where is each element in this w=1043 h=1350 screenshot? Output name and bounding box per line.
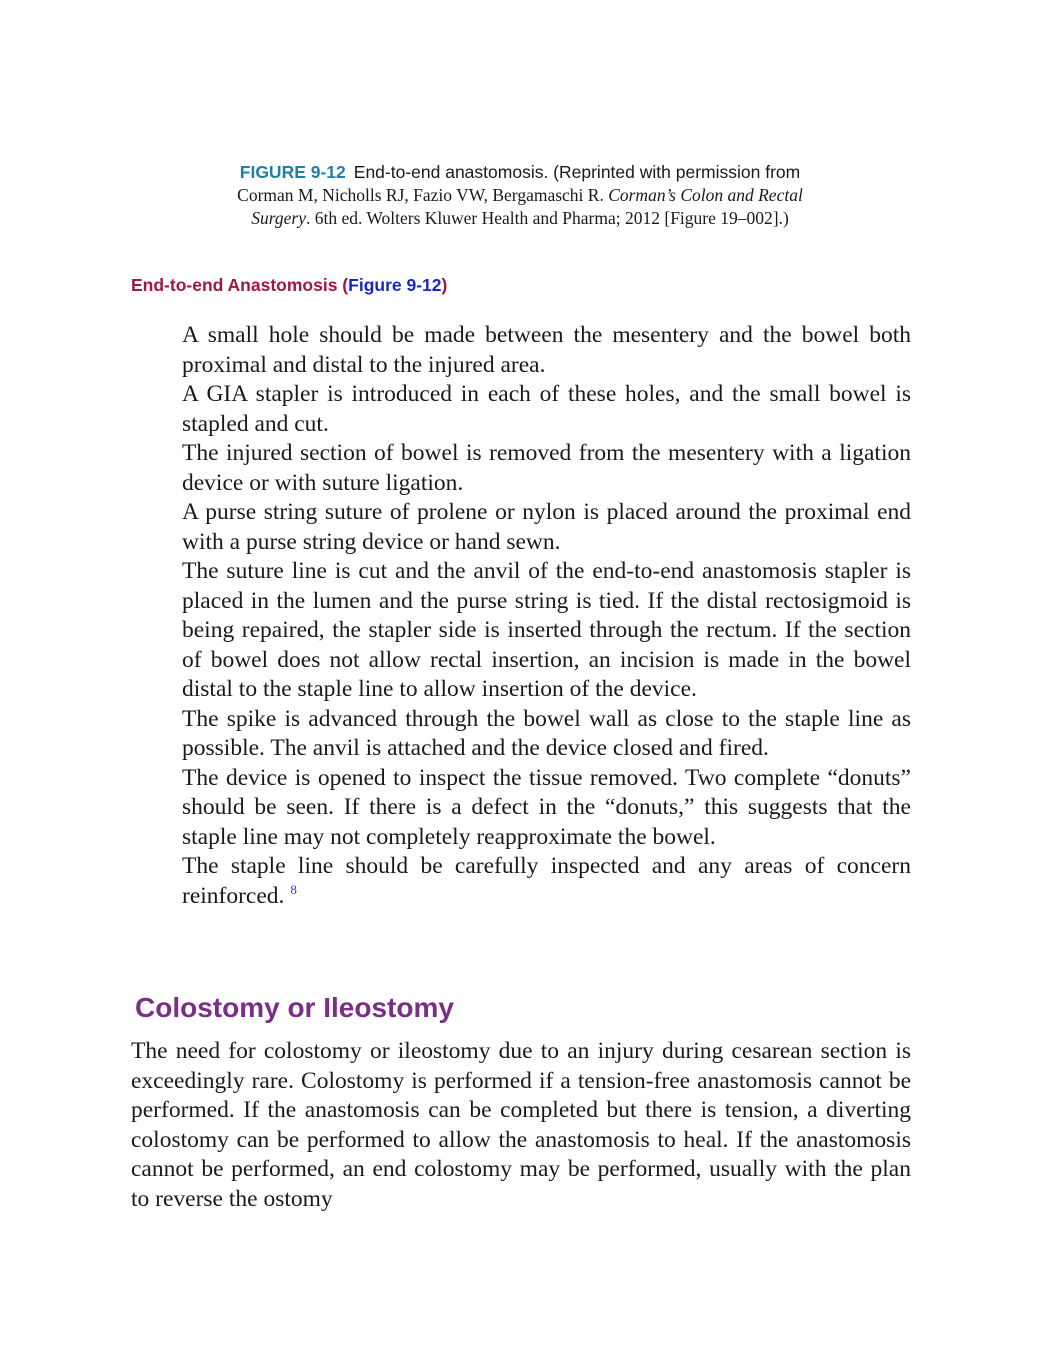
section-heading: Colostomy or Ileostomy <box>135 992 454 1023</box>
procedure-steps <box>182 321 911 911</box>
reference-link[interactable]: 8 <box>290 881 297 897</box>
list-item: The device is opened to inspect the tissue removed. Two complete “donuts” should be seen. If there is a defect in the “donuts,” this suggests that the staple line may not completely reapproximate the bowel. <box>182 764 911 850</box>
list-item: A purse string suture of prolene or nylon is placed around the proximal end with a purse string device or hand sewn. <box>182 499 911 555</box>
list-item: A GIA stapler is introduced in each of these holes, and the small bowel is stapled and cut. <box>182 381 911 437</box>
list-item: The suture line is cut and the anvil of the end-to-end anastomosis stapler is placed in the lumen and the purse string is tied. If the distal rectosigmoid is being repaired, the stapler side is inserted through the rectum. If the section of bowel does not allow rectal insertion, an incision is made in the bowel distal to the staple line to allow insertion of the device. <box>182 558 911 702</box>
citation-book-title: Corman’s Colon and Rectal <box>608 185 803 205</box>
figure-reference-link[interactable]: Figure 9-12 <box>348 275 442 295</box>
body-paragraph: The need for colostomy or ileostomy due to an injury during cesarean section is exceedingly rare. Colostomy is performed if a tension-free anastomosis cannot be performed. If the anastomosis can be completed but there is tension, a diverting colostomy can be performed to allow the anastomosis to heal. If the anastomosis cannot be performed, an end colostomy may be performed, usually with the plan to reverse the ostomy <box>131 1038 911 1212</box>
figure-label: FIGURE 9-12 <box>239 162 346 182</box>
citation-authors: Corman M, Nicholls RJ, Fazio VW, Bergamaschi R. <box>237 185 609 205</box>
list-item: The injured section of bowel is removed from the mesentery with a ligation device or with suture ligation. <box>182 440 911 496</box>
figure-title: End-to-end anastomosis. (Reprinted with permission from <box>353 162 801 182</box>
citation-details: . 6th ed. Wolters Kluwer Health and Pharma; 2012 [Figure 19–002].) <box>305 208 789 228</box>
figure-caption <box>160 160 880 230</box>
list-item: The staple line should be carefully inspected and any areas of concern reinforced. $^8$ <box>182 853 911 909</box>
list-item: The spike is advanced through the bowel wall as close to the staple line as possible. The anvil is attached and the device closed and fired. <box>182 705 911 761</box>
citation-book-title-cont: Surgery <box>251 208 306 228</box>
subsection-title: End-to-end Anastomosis <box>131 275 338 295</box>
list-item: A small hole should be made between the mesentery and the bowel both proximal and distal to the injured area. <box>182 322 911 378</box>
subsection-heading: End-to-end Anastomosis (Figure 9-12) <box>131 275 448 295</box>
